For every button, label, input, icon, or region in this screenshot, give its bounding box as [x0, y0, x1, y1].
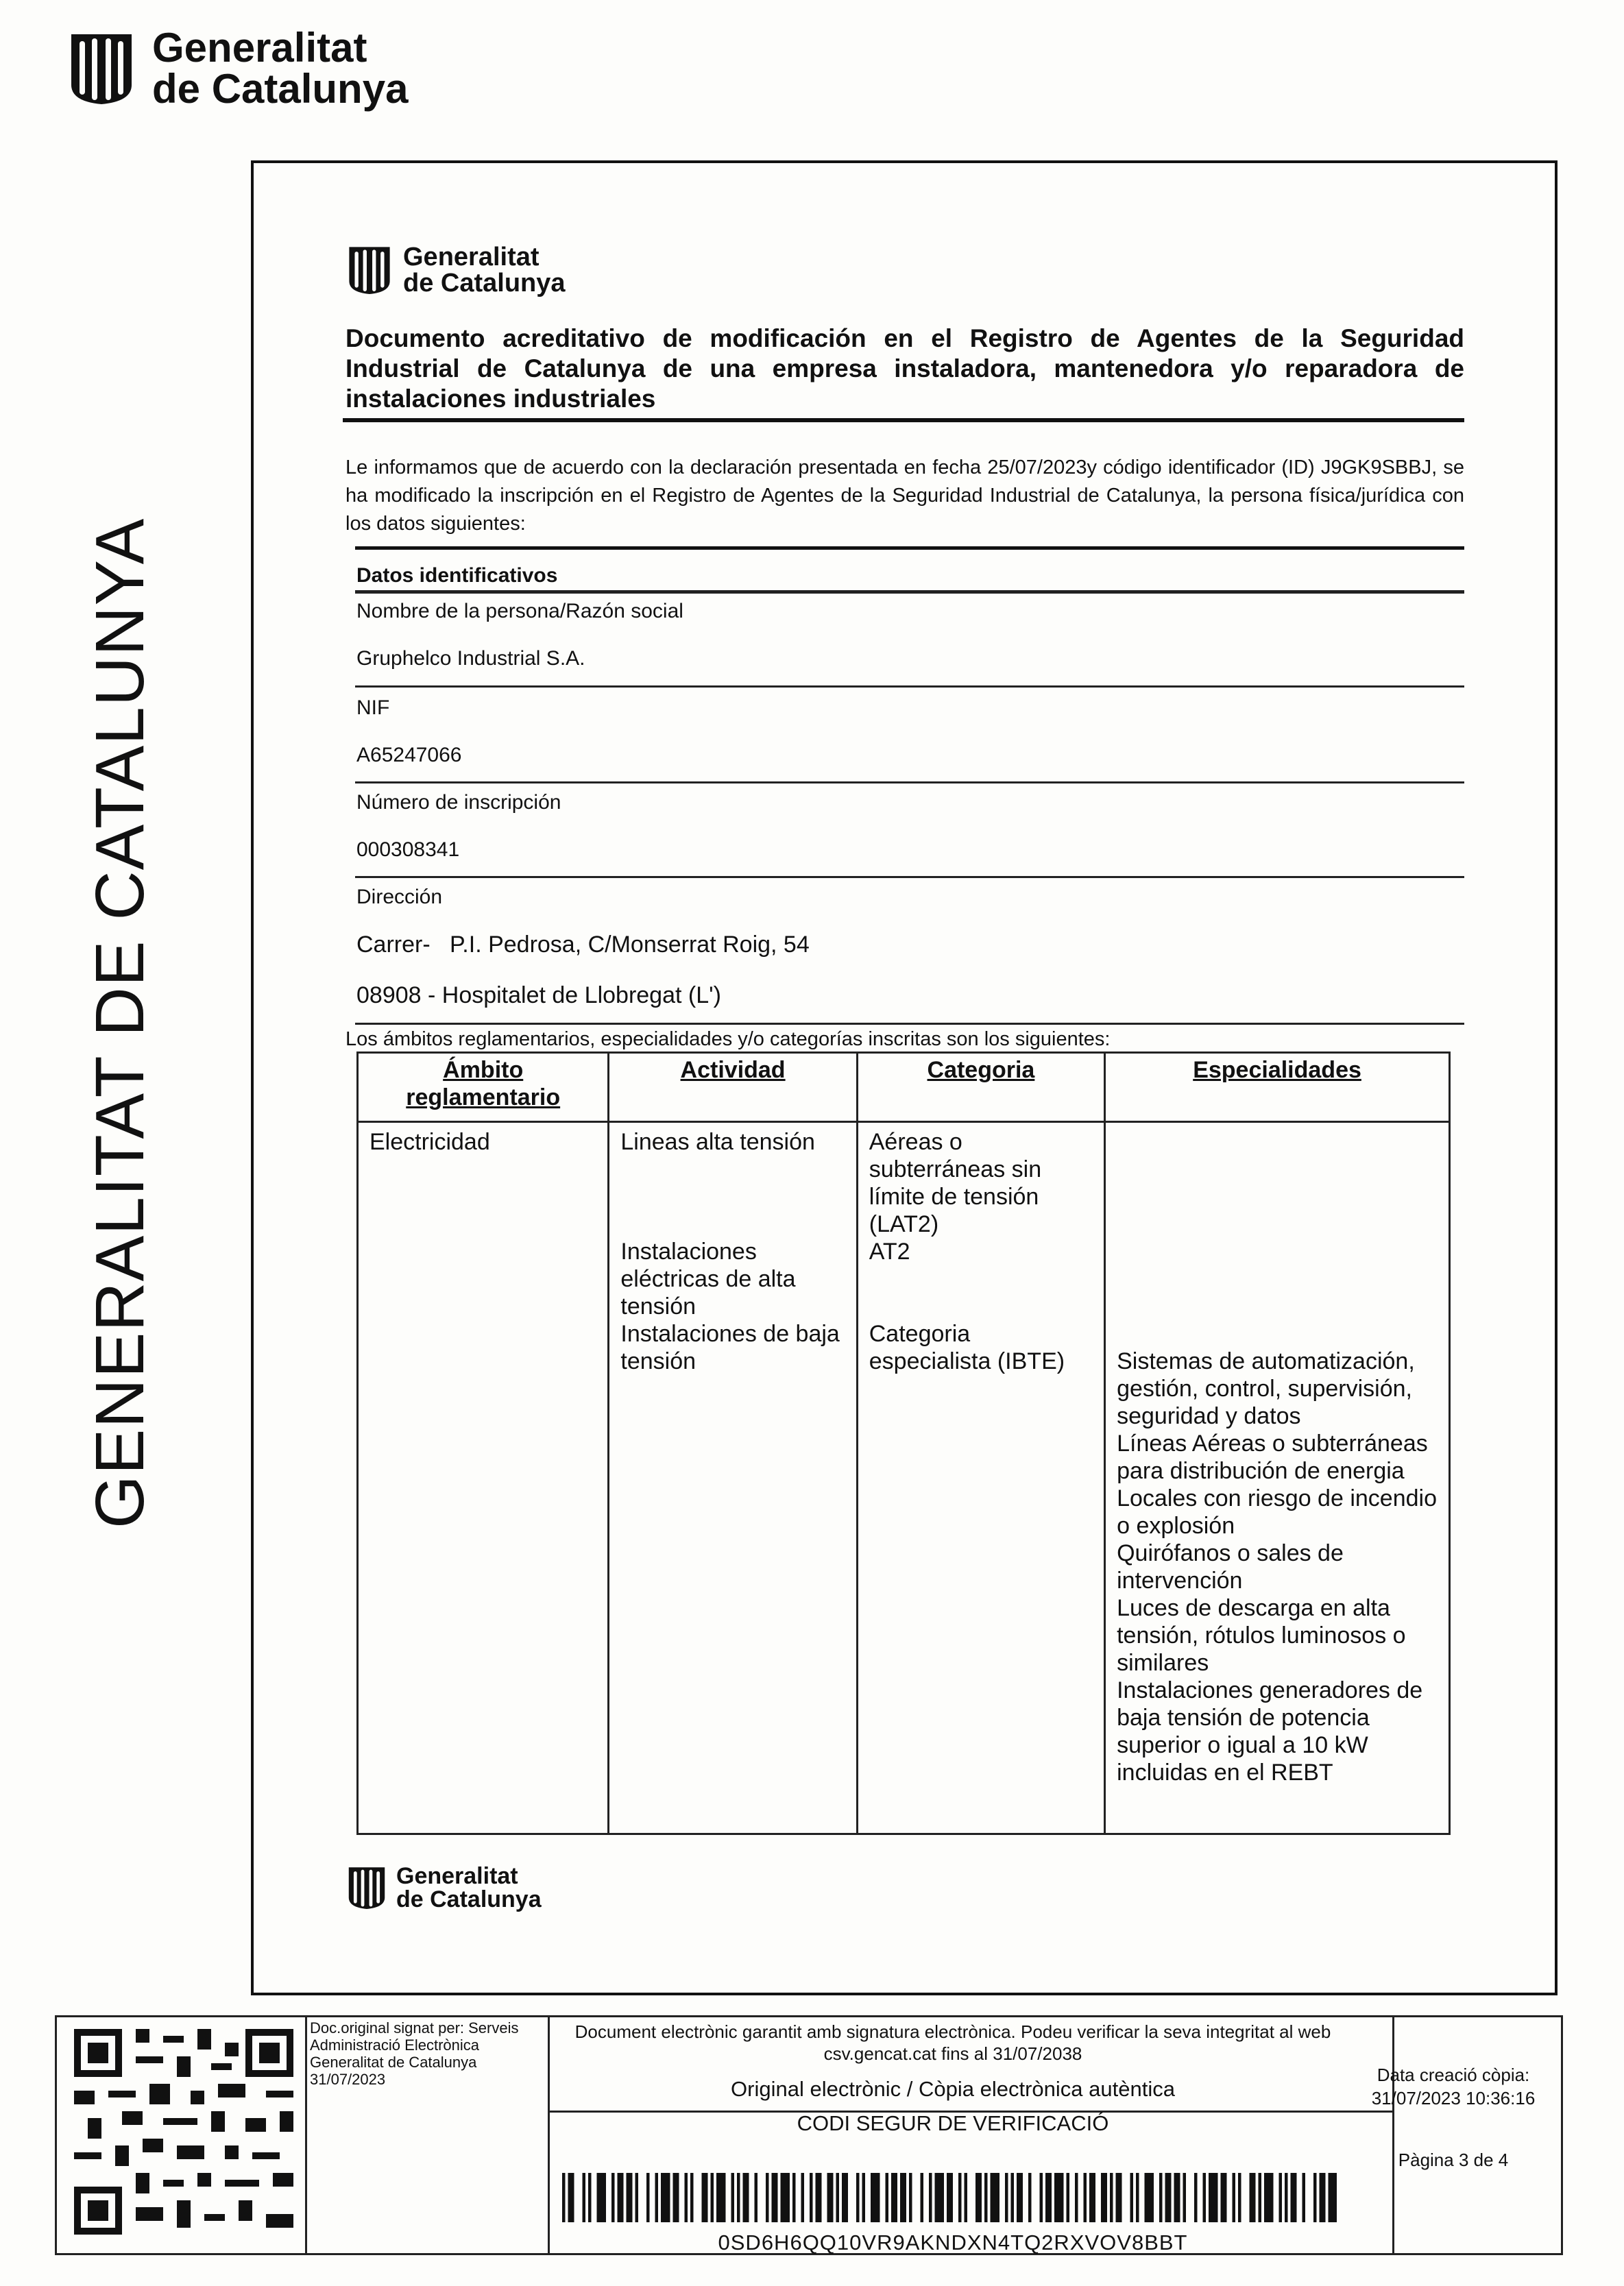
csv-heading: CODI SEGUR DE VERIFICACIÓ: [797, 2111, 1109, 2135]
especialidad-item: Sistemas de automatización, gestión, control, supervisión, seguridad y datos: [1117, 1348, 1415, 1429]
inner-logo-line1: Generalitat: [403, 243, 540, 271]
field-rule: [355, 876, 1464, 878]
document-title: Documento acreditativo de modificación en el Registro de Agentes de la Seguridad Industrial de Catalunya de una empresa instaladora, mantenedora y/o reparadora de instalaciones industriales: [346, 324, 1464, 413]
actividad-item: Instalaciones de baja tensión: [620, 1321, 840, 1374]
col-header-ambito: Ámbito reglamentario: [358, 1053, 609, 1122]
col-header-actividad: Actividad: [609, 1053, 857, 1122]
side-vertical-text: GENERALITAT DE CATALUNYA: [82, 518, 158, 1529]
signed-by-text: Doc.original signat per: Serveis Administració Electrònica Generalitat de Catalunya 31/07/2023: [310, 2019, 519, 2088]
copy-created: [1350, 2063, 1556, 2110]
created-label: Data creació còpia:: [1377, 2065, 1530, 2085]
original-copy-label: Original electrònic / Còpia electrònica autèntica: [731, 2077, 1175, 2101]
registration-label: Número de inscripción: [356, 791, 561, 814]
cell-especialidades: [1105, 1122, 1450, 1834]
generalitat-flag-icon: [346, 244, 393, 296]
especialidad-item: Quirófanos o sales de intervención: [1117, 1540, 1344, 1594]
qr-code-icon: [74, 2029, 293, 2235]
section-title: Datos identificativos: [356, 564, 558, 587]
categoria-item: Aéreas o subterráneas sin límite de tensión (LAT2): [869, 1129, 1042, 1237]
cell-actividad: [609, 1122, 857, 1834]
name-value: Gruphelco Industrial S.A.: [356, 647, 585, 670]
registration-value: 000308341: [356, 838, 460, 861]
scope-table: [356, 1051, 1451, 1835]
actividad-item: Lineas alta tensión: [620, 1129, 815, 1155]
nif-value: A65247066: [356, 744, 462, 766]
field-rule: [355, 1023, 1464, 1025]
logo-line2: de Catalunya: [152, 66, 409, 112]
table-row: [358, 1122, 1450, 1834]
intro-paragraph: Le informamos que de acuerdo con la declaración presentada en fecha 25/07/2023y código identificador (ID) J9GK9SBBJ, se ha modificado la inscripción en el Registro de Agentes de la Seguridad Industrial de Catalunya, la persona física/jurídica con los datos siguientes:: [346, 457, 1464, 535]
bottom-logo-text: [396, 1864, 542, 1911]
especialidad-item: Líneas Aéreas o subterráneas para distribución de energia: [1117, 1431, 1428, 1484]
logo-line1: Generalitat: [152, 25, 367, 71]
especialidad-item: Instalaciones generadores de baja tensión de potencia superior o igual a 10 kW incluidas en el REBT: [1117, 1677, 1423, 1786]
field-rule: [355, 781, 1464, 783]
address-label: Dirección: [356, 886, 443, 908]
bottom-logo-line1: Generalitat: [396, 1863, 518, 1889]
address-line1: Carrer- P.I. Pedrosa, C/Monserrat Roig, 54: [356, 932, 810, 958]
ambito-value: Electricidad: [369, 1129, 490, 1155]
cell-categoria: [857, 1122, 1104, 1834]
field-rule: [355, 685, 1464, 688]
especialidad-item: Luces de descarga en alta tensión, rótulos luminosos o similares: [1117, 1595, 1406, 1676]
created-value: 31/07/2023 10:36:16: [1371, 2088, 1536, 2108]
scope-intro: Los ámbitos reglamentarios, especialidades y/o categorías inscritas son los siguientes:: [346, 1028, 1111, 1050]
nif-label: NIF: [356, 696, 390, 719]
inner-logo-line2: de Catalunya: [403, 269, 566, 297]
address-line2: 08908 - Hospitalet de Llobregat (L'): [356, 982, 721, 1008]
csv-code: 0SD6H6QQ10VR9AKNDXN4TQ2RXVOV8BBT: [718, 2230, 1188, 2254]
especialidad-item: Locales con riesgo de incendio o explosión: [1117, 1485, 1437, 1539]
generalitat-flag-icon: [66, 30, 137, 107]
bottom-logo-line2: de Catalunya: [396, 1886, 542, 1912]
categoria-item: Categoria especialista (IBTE): [869, 1321, 1065, 1374]
table-header-row: [358, 1053, 1450, 1122]
section-top-rule: [355, 546, 1464, 550]
name-label: Nombre de la persona/Razón social: [356, 600, 683, 622]
section-rule: [355, 590, 1464, 594]
actividad-item: Instalaciones eléctricas de alta tensión: [620, 1239, 796, 1320]
header-logo-text: [152, 27, 408, 110]
inner-logo: [346, 244, 566, 296]
inner-logo-text: [403, 244, 566, 296]
page-number: Pàgina 3 de 4: [1398, 2150, 1509, 2170]
title-divider: [343, 418, 1464, 422]
header-logo: [66, 27, 408, 110]
guarantee-text: Document electrònic garantit amb signatura electrònica. Podeu verificar la seva integritat al web csv.gencat.cat fins al 31/07/2038: [574, 2021, 1331, 2064]
bottom-logo: [346, 1864, 542, 1911]
barcode-icon: [562, 2173, 1337, 2222]
categoria-item: AT2: [869, 1239, 910, 1265]
cell-ambito: [358, 1122, 609, 1834]
col-header-categoria: Categoria: [857, 1053, 1104, 1122]
generalitat-flag-icon: [346, 1864, 388, 1911]
col-header-especialidades: Especialidades: [1105, 1053, 1450, 1122]
